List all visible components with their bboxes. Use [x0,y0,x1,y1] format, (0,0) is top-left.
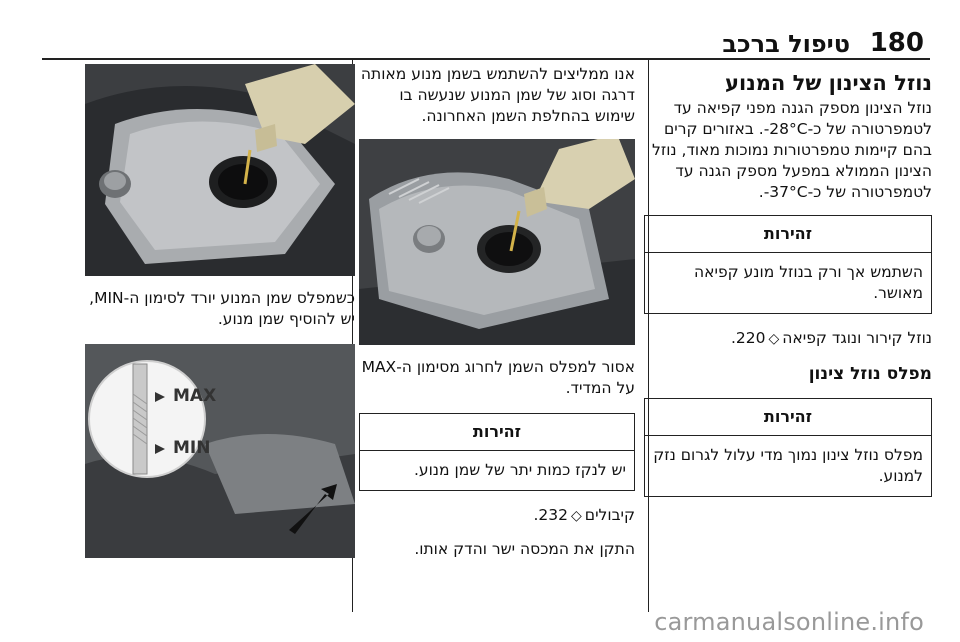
oil-paragraph: אנו ממליצים להשתמש בשמן מנוע מאותה דרגה וסוג של שמן המנוע שנעשה בו שימוש בהחלפת השמן האחרונה. [360,65,635,125]
oil-filling-illustration [359,139,635,345]
page-number: 180 [869,28,924,58]
dipstick-max-label: MAX [173,386,217,406]
reference-text: קיבולים [584,506,635,524]
caution-text: מפלס נוזל צינון נמוך מדי עלול לגרום נזק למנוע. [653,446,923,485]
reference-text: נוזל קירור ונוגד קפיאה [782,329,932,347]
engine-oil-cap-image [85,64,355,276]
figure-caption: כשמפלס שמן המנוע יורד לסימון ה-MIN, יש להוסיף שמן מנוע. [89,289,355,328]
page-header [0,0,960,58]
cross-reference[interactable] [359,505,635,527]
caution-box [644,215,932,314]
reference-page: 232. [533,506,568,524]
caution-box [359,413,635,491]
running-title: טיפול ברכב [722,30,850,58]
oil-cap-illustration [85,64,355,276]
section-heading-coolant: נוזל הצינון של המנוע [725,71,932,95]
subheading-coolant-level: מפלס נוזל צינון [808,364,932,384]
page-reference-icon: ◇ [768,331,780,347]
caution-title: זהירות [360,414,634,451]
caution-text: השתמש אך ורק בנוזל מונע קפיאה מאושר. [694,263,923,302]
column-coolant [644,64,932,511]
watermark: carmanualsonline.info [654,608,924,636]
caution-title: זהירות [645,399,931,436]
column-oil-level [85,64,355,558]
dipstick-illustration [85,344,355,558]
caution-title: זהירות [645,216,931,253]
column-oil-fill [359,64,635,572]
header-rule [42,58,930,60]
cross-reference[interactable] [644,328,932,350]
dipstick-min-label: MIN [173,438,211,458]
page-reference-icon: ◇ [571,508,582,524]
dipstick-image [85,344,355,558]
coolant-paragraph: נוזל הצינון מספק הגנה מפני קפיאה עד לטמפרטורה של כ-‎-28°C‎. באזורים קרים בהם קיימות טמפרטורות נמוכות מאוד, נוזל הצינון הממולא במפעל מספק הגנה עד לטמפרטורה של כ-‎-37°C‎. [652,99,932,201]
instruction-paragraph: התקן את המכסה ישר והדק אותו. [414,540,635,558]
figure-caption: אסור למפלס השמן לחרוג מסימון ה-MAX על המדיד. [361,358,635,397]
engine-oil-pour-image [359,139,635,345]
caution-box [644,398,932,497]
reference-page: 220. [730,329,766,347]
caution-text: יש לנקז כמות יתר של שמן מנוע. [413,461,626,479]
